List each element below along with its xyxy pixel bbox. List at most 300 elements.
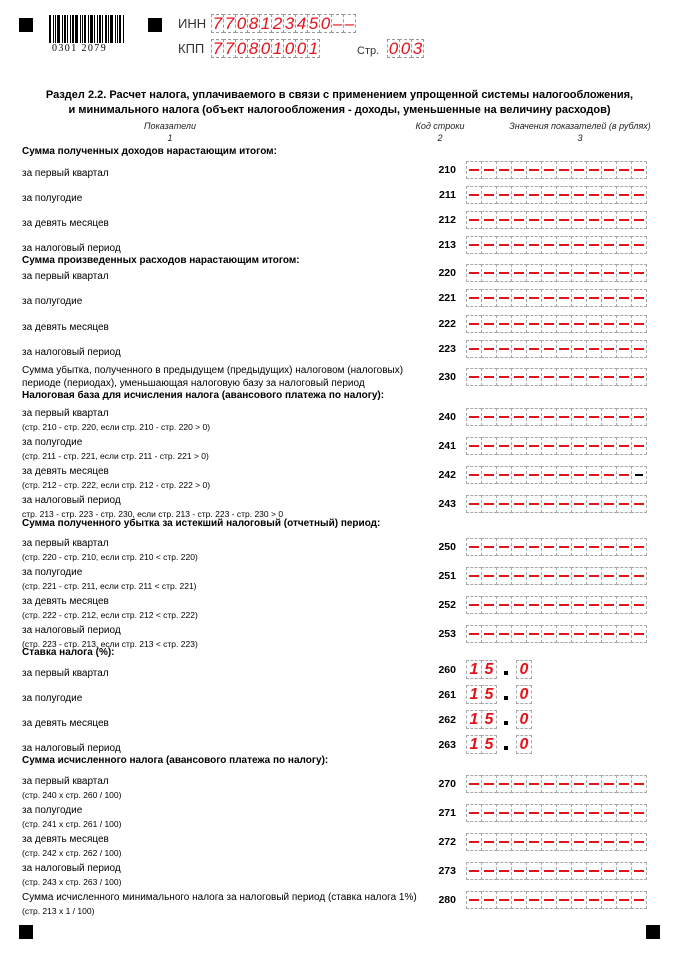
value-cell: [481, 161, 497, 179]
value-cell: [511, 340, 527, 358]
empty-dash-mark: [589, 503, 599, 505]
empty-dash-mark: [619, 604, 629, 606]
value-cell: [511, 495, 527, 513]
empty-dash-mark: [514, 546, 524, 548]
empty-dash-mark: [514, 376, 524, 378]
value-cell: [481, 596, 497, 614]
row-label-text: за девять месяцев: [22, 834, 109, 845]
value-cell: [571, 596, 587, 614]
empty-dash-mark: [499, 323, 509, 325]
value-field-252[interactable]: [466, 596, 646, 614]
registration-marker-bottom-right: [646, 925, 660, 939]
value-cell: [526, 891, 542, 909]
row-code: 271: [438, 807, 456, 819]
empty-dash-mark: [544, 474, 554, 476]
value-cell: [586, 186, 602, 204]
row-label-261: [22, 692, 82, 706]
value-cell: [631, 408, 647, 426]
empty-dash-mark: [559, 348, 569, 350]
empty-dash-mark: [574, 244, 584, 246]
value-field-272[interactable]: [466, 833, 646, 851]
value-cell: [466, 596, 482, 614]
empty-dash-mark: [484, 503, 494, 505]
empty-dash-mark: [544, 503, 554, 505]
value-cell: [571, 289, 587, 307]
value-field-270[interactable]: [466, 775, 646, 793]
empty-dash-mark: [589, 812, 599, 814]
empty-dash-mark: [559, 899, 569, 901]
section-heading-tax-base: Налоговая база для исчисления налога (авансового платежа по налогу):: [22, 390, 385, 401]
empty-dash-mark: [514, 633, 524, 635]
value-field-273[interactable]: [466, 862, 646, 880]
barcode-bar: [94, 15, 95, 43]
value-field-251[interactable]: [466, 567, 646, 585]
empty-dash-mark: [574, 194, 584, 196]
row-code: 252: [438, 599, 456, 611]
value-cell: [571, 186, 587, 204]
value-cell: [556, 596, 572, 614]
value-cell: [631, 340, 647, 358]
kpp-digit-cell: 0: [260, 38, 271, 58]
value-field-253[interactable]: [466, 625, 646, 643]
empty-dash-mark: [544, 546, 554, 548]
value-cell: [586, 264, 602, 282]
value-cell: [571, 567, 587, 585]
empty-dash-mark: [514, 870, 524, 872]
value-cell: [556, 186, 572, 204]
empty-dash-mark: [529, 272, 539, 274]
row-label-250: [22, 537, 198, 563]
value-cell: [481, 833, 497, 851]
empty-dash-mark: [514, 194, 524, 196]
barcode-bar: [82, 15, 83, 43]
empty-dash-mark: [529, 783, 539, 785]
value-cell: [526, 596, 542, 614]
tax-rate-field-261[interactable]: [466, 685, 531, 704]
empty-dash-mark: [544, 812, 554, 814]
empty-dash-mark: [559, 416, 569, 418]
value-cell: [496, 833, 512, 851]
row-label-text: за первый квартал: [22, 271, 109, 282]
value-field-271[interactable]: [466, 804, 646, 822]
tax-rate-digit-cell: 0: [516, 710, 532, 729]
empty-dash-mark: [634, 323, 644, 325]
empty-dash-mark: [574, 899, 584, 901]
empty-dash-mark: [559, 503, 569, 505]
row-label-243: [22, 494, 283, 520]
row-label-text: за полугодие: [22, 567, 83, 578]
value-cell: [541, 264, 557, 282]
value-field-212[interactable]: [466, 211, 646, 229]
tax-rate-digit-cell: 0: [516, 660, 532, 679]
empty-dash-mark: [634, 546, 644, 548]
empty-dash-mark: [574, 445, 584, 447]
empty-dash-mark: [634, 783, 644, 785]
value-field-240[interactable]: [466, 408, 646, 426]
value-cell: [511, 775, 527, 793]
inn-digit-cell: 1: [260, 13, 271, 33]
empty-dash-mark: [619, 546, 629, 548]
empty-dash-mark: [469, 474, 479, 476]
row-label-text: за налоговый период: [22, 347, 121, 358]
empty-dash-mark: [559, 474, 569, 476]
value-field-222[interactable]: [466, 315, 646, 333]
empty-dash-mark: [469, 323, 479, 325]
value-cell: [481, 625, 497, 643]
empty-dash-mark: [499, 546, 509, 548]
value-field-210[interactable]: [466, 161, 646, 179]
empty-dash-mark: [604, 899, 614, 901]
value-cell: [466, 368, 482, 386]
inn-digit-cell: –: [344, 13, 355, 33]
value-cell: [601, 315, 617, 333]
value-cell: [586, 862, 602, 880]
empty-dash-mark: [499, 474, 509, 476]
empty-dash-mark: [619, 870, 629, 872]
value-field-243[interactable]: [466, 495, 646, 513]
empty-dash-mark: [559, 445, 569, 447]
page-digit-cell: 0: [400, 38, 411, 58]
row-code: 262: [438, 714, 456, 726]
value-field-220[interactable]: [466, 264, 646, 282]
value-cell: [616, 466, 632, 484]
empty-dash-mark: [604, 194, 614, 196]
empty-dash-mark: [634, 841, 644, 843]
row-code: 222: [438, 318, 456, 330]
empty-dash-mark: [589, 272, 599, 274]
row-code: 242: [438, 469, 456, 481]
col-header-code: Код строки: [415, 121, 465, 131]
value-cell: [541, 862, 557, 880]
value-cell: [631, 211, 647, 229]
empty-dash-mark: [604, 416, 614, 418]
row-code: 261: [438, 689, 456, 701]
empty-dash-mark: [619, 376, 629, 378]
empty-dash-mark: [619, 503, 629, 505]
empty-dash-mark: [529, 474, 539, 476]
empty-dash-mark: [469, 445, 479, 447]
row-code: 240: [438, 411, 456, 423]
value-field-242[interactable]: [466, 466, 646, 484]
empty-dash-mark: [514, 575, 524, 577]
value-cell: [616, 833, 632, 851]
value-cell: [481, 340, 497, 358]
value-cell: [616, 625, 632, 643]
empty-dash-mark: [604, 272, 614, 274]
row-label-270: [22, 775, 121, 801]
empty-dash-mark: [544, 169, 554, 171]
value-cell: [541, 538, 557, 556]
row-label-text: за первый квартал: [22, 776, 109, 787]
empty-dash-mark: [529, 604, 539, 606]
row-label-253: [22, 624, 198, 650]
value-cell: [556, 862, 572, 880]
value-cell: [466, 775, 482, 793]
row-formula: (стр. 241 х стр. 261 / 100): [22, 819, 122, 829]
value-cell: [601, 596, 617, 614]
empty-dash-mark: [514, 899, 524, 901]
row-label-text: за первый квартал: [22, 538, 109, 549]
value-cell: [511, 368, 527, 386]
row-label-text: за девять месяцев: [22, 718, 109, 729]
value-cell: [466, 891, 482, 909]
value-cell: [496, 368, 512, 386]
row-code: 223: [438, 343, 456, 355]
value-cell: [526, 264, 542, 282]
value-cell: [526, 862, 542, 880]
barcode-bar: [90, 15, 93, 43]
empty-dash-mark: [559, 841, 569, 843]
empty-dash-mark: [529, 244, 539, 246]
empty-dash-mark: [484, 604, 494, 606]
value-cell: [616, 567, 632, 585]
value-cell: [541, 211, 557, 229]
inn-field[interactable]: [211, 14, 355, 33]
value-cell: [631, 161, 647, 179]
empty-dash-mark: [484, 812, 494, 814]
page-digit-cell: 3: [412, 38, 423, 58]
empty-dash-mark: [574, 297, 584, 299]
barcode-bar: [49, 15, 51, 43]
col-header-indicators-num: 1: [167, 133, 173, 143]
value-cell: [496, 186, 512, 204]
row-label-text: за девять месяцев: [22, 218, 109, 229]
value-cell: [511, 236, 527, 254]
value-cell: [601, 625, 617, 643]
value-cell: [526, 289, 542, 307]
tax-rate-digit-cell: 1: [466, 660, 482, 679]
value-cell: [496, 567, 512, 585]
tax-rate-digit-cell: 1: [466, 685, 482, 704]
empty-dash-mark: [604, 244, 614, 246]
value-field-211[interactable]: [466, 186, 646, 204]
row-label-212: [22, 217, 109, 231]
empty-dash-mark: [619, 575, 629, 577]
empty-dash-mark: [544, 348, 554, 350]
value-cell: [466, 538, 482, 556]
empty-dash-mark: [589, 219, 599, 221]
value-cell: [601, 340, 617, 358]
empty-dash-mark: [529, 416, 539, 418]
value-field-250[interactable]: [466, 538, 646, 556]
empty-dash-mark: [529, 297, 539, 299]
row-label-241: [22, 436, 209, 462]
empty-dash-mark: [484, 244, 494, 246]
value-cell: [586, 596, 602, 614]
value-cell: [526, 495, 542, 513]
value-cell: [496, 891, 512, 909]
value-cell: [526, 315, 542, 333]
value-cell: [571, 161, 587, 179]
value-cell: [616, 775, 632, 793]
inn-digit-cell: 3: [284, 13, 295, 33]
value-cell: [571, 804, 587, 822]
empty-dash-mark: [574, 503, 584, 505]
value-cell: [541, 625, 557, 643]
value-cell: [526, 538, 542, 556]
value-cell: [601, 289, 617, 307]
barcode-bar: [99, 15, 101, 43]
kpp-digit-cell: 0: [236, 38, 247, 58]
value-cell: [586, 211, 602, 229]
page-number-field[interactable]: [387, 39, 423, 58]
row-code: 230: [438, 371, 456, 383]
empty-dash-mark: [619, 812, 629, 814]
value-cell: [496, 289, 512, 307]
value-cell: [556, 495, 572, 513]
barcode-bar: [57, 15, 60, 43]
barcode-bar: [62, 15, 63, 43]
value-cell: [571, 408, 587, 426]
empty-dash-mark: [484, 348, 494, 350]
value-cell: [601, 437, 617, 455]
empty-dash-mark: [544, 297, 554, 299]
value-cell: [496, 236, 512, 254]
empty-dash-mark: [634, 812, 644, 814]
empty-dash-mark: [544, 272, 554, 274]
value-cell: [601, 833, 617, 851]
value-cell: [586, 466, 602, 484]
value-cell: [631, 596, 647, 614]
value-cell: [571, 538, 587, 556]
value-cell: [586, 833, 602, 851]
empty-dash-mark: [559, 323, 569, 325]
value-cell: [496, 804, 512, 822]
empty-dash-mark: [604, 376, 614, 378]
value-cell: [631, 891, 647, 909]
value-cell: [466, 804, 482, 822]
empty-dash-mark: [529, 870, 539, 872]
value-cell: [466, 340, 482, 358]
empty-dash-mark: [559, 812, 569, 814]
value-field-230[interactable]: [466, 368, 646, 386]
empty-dash-mark: [559, 376, 569, 378]
value-cell: [616, 289, 632, 307]
row-label-222: [22, 321, 109, 335]
barcode-bar: [53, 15, 54, 43]
value-cell: [616, 891, 632, 909]
tax-rate-field-260[interactable]: [466, 660, 531, 679]
empty-dash-mark: [589, 244, 599, 246]
row-label-text: за девять месяцев: [22, 466, 109, 477]
kpp-digit-cell: 8: [248, 38, 259, 58]
barcode: [49, 15, 129, 45]
inn-digit-cell: 7: [212, 13, 223, 33]
tax-rate-field-262[interactable]: [466, 710, 531, 729]
inn-digit-cell: 0: [320, 13, 331, 33]
empty-dash-mark: [529, 194, 539, 196]
value-field-223[interactable]: [466, 340, 646, 358]
empty-dash-mark: [634, 899, 644, 901]
empty-dash-mark: [634, 416, 644, 418]
empty-dash-mark: [469, 376, 479, 378]
value-cell: [601, 161, 617, 179]
empty-dash-mark: [499, 297, 509, 299]
row-formula: (стр. 213 х 1 / 100): [22, 906, 95, 916]
value-cell: [511, 567, 527, 585]
empty-dash-mark: [619, 841, 629, 843]
value-cell: [481, 315, 497, 333]
value-cell: [541, 495, 557, 513]
value-cell: [556, 775, 572, 793]
empty-dash-mark: [514, 244, 524, 246]
value-cell: [571, 891, 587, 909]
value-cell: [571, 264, 587, 282]
section-heading-income: Сумма полученных доходов нарастающим итогом:: [22, 146, 277, 157]
row-label-213: [22, 242, 121, 256]
value-cell: [481, 804, 497, 822]
empty-dash-mark: [529, 899, 539, 901]
value-cell: [586, 289, 602, 307]
value-cell: [496, 466, 512, 484]
row-label-text: за первый квартал: [22, 668, 109, 679]
row-label-text: Сумма исчисленного минимального налога за налоговый период (ставка налога 1%): [22, 892, 417, 903]
empty-dash-mark: [619, 219, 629, 221]
empty-dash-mark: [559, 297, 569, 299]
value-cell: [541, 161, 557, 179]
empty-dash-mark: [514, 272, 524, 274]
empty-dash-mark: [559, 783, 569, 785]
value-field-280[interactable]: [466, 891, 646, 909]
empty-dash-mark: [604, 323, 614, 325]
value-cell: [526, 186, 542, 204]
kpp-field[interactable]: [211, 39, 319, 58]
value-field-221[interactable]: [466, 289, 646, 307]
empty-dash-mark: [469, 546, 479, 548]
empty-dash-mark: [529, 445, 539, 447]
value-field-213[interactable]: [466, 236, 646, 254]
empty-dash-mark: [619, 194, 629, 196]
row-label-text: за налоговый период: [22, 743, 121, 754]
value-field-241[interactable]: [466, 437, 646, 455]
empty-dash-mark: [559, 244, 569, 246]
row-code: 213: [438, 239, 456, 251]
row-label-text: за полугодие: [22, 437, 83, 448]
value-cell: [526, 236, 542, 254]
empty-dash-mark: [559, 272, 569, 274]
empty-dash-mark: [574, 633, 584, 635]
decimal-point: [504, 721, 508, 725]
value-cell: [511, 804, 527, 822]
value-cell: [511, 466, 527, 484]
empty-dash-mark: [499, 219, 509, 221]
empty-dash-mark: [529, 323, 539, 325]
barcode-number: 0301 2079: [52, 43, 108, 54]
value-cell: [586, 891, 602, 909]
empty-dash-mark: [619, 899, 629, 901]
value-cell: [511, 625, 527, 643]
empty-dash-mark: [544, 219, 554, 221]
value-cell: [466, 186, 482, 204]
empty-dash-mark: [499, 503, 509, 505]
empty-dash-mark: [604, 575, 614, 577]
empty-dash-mark: [574, 783, 584, 785]
value-cell: [571, 833, 587, 851]
value-cell: [496, 437, 512, 455]
inn-digit-cell: 0: [236, 13, 247, 33]
value-cell: [511, 211, 527, 229]
value-cell: [601, 862, 617, 880]
row-formula: стр. 213 - стр. 223 - стр. 230, если стр. 213 - стр. 223 - стр. 230 > 0: [22, 509, 284, 519]
empty-dash-mark: [589, 633, 599, 635]
tax-rate-field-263[interactable]: [466, 735, 531, 754]
row-formula: (стр. 211 - стр. 221, если стр. 211 - стр. 221 > 0): [22, 451, 209, 461]
value-cell: [526, 833, 542, 851]
empty-dash-mark: [529, 575, 539, 577]
value-cell: [601, 186, 617, 204]
value-cell: [586, 775, 602, 793]
empty-dash-mark: [589, 348, 599, 350]
